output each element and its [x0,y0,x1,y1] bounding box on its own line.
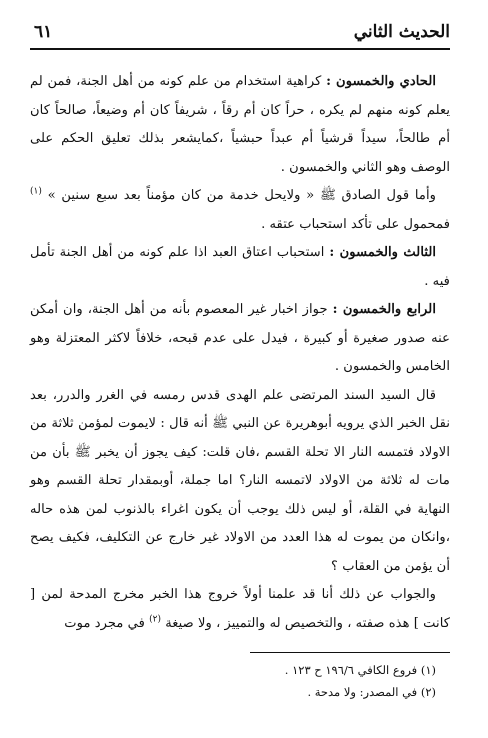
paragraph-text: استحباب اعتاق العبد اذا علم كونه من أهل الجنة تأمل فيه . [30,245,450,289]
paragraph-sadiq-quote [30,182,450,239]
footnote-2: (٢) في المصدر: ولا مدحة . [307,685,436,699]
footnote-divider [250,652,450,653]
footnote-ref-2[interactable]: (٢) [149,614,161,625]
paragraph-murtada [30,382,450,582]
footnotes [30,659,450,703]
running-title: الحديث الثاني [353,22,450,42]
paragraph-text: والجواب عن ذلك أنا قد علمنا أولاً خروج هذا الخبر مخرج المدحة لمن [ كانت ] هذه صفته ، والتخصيص له والتمييز ، ولا صيغة [30,587,450,631]
paragraph-53 [30,239,450,296]
footnote-1: (١) فروع الكافي ١٩٦/٦ ح ١٢٣ . [284,663,436,677]
paragraph-51 [30,68,450,182]
paragraph-answer [30,581,450,638]
paragraph-text: كراهية استخدام من علم كونه من أهل الجنة، فمن لم يعلم كونه منهم لم يكره ، حراً كان أم رقاً ، شريفاً كان أم وضيعاً، صالحاً كان أم طالحاً، سيداً قرشياً أم عبداً حبشياً ،كمايشعر بذلك تعليق الحكم على الوصف وهو الثاني والخمسون . [30,74,450,175]
footnote-ref-1[interactable]: (١) [30,186,42,197]
paragraph-text: وأما قول الصادق ﷺ « ولايحل خدمة من كان مؤمناً بعد سبع سنين » [47,188,436,203]
paragraph-tail: في مجرد موت [64,615,150,631]
paragraph-text: قال السيد السند المرتضى علم الهدى قدس رمسه في الغرر والدرر، بعد نقل الخبر الذي يرويه أبوهريرة عن النبي ﷺ أنه قال : لايموت لمؤمن ثلاثة من الاولاد فتمسه النار الا تحلة القسم ،فان قلت: كيف يجوز أن يخبر ﷺ بأن من مات له ثلاثة من الاولاد لاتمسه النار؟ اما جملة، أوبمقدار تحلة القسم وهو النهاية في القلة، أو ليس ذلك يوجب أن يكون اغراء بالذنوب لمن هذه حاله ،وانكان من يموت له هذا العدد من الاولاد غير خارج عن التكليف، فكيف يصح أن يؤمن من العقاب ؟ [30,387,450,574]
paragraph-54 [30,296,450,382]
paragraph-lead: الرابع والخمسون : [332,302,436,317]
paragraph-lead: الحادي والخمسون : [326,74,436,89]
paragraph-text: جواز اخبار غير المعصوم بأنه من أهل الجنة، وان أمكن عنه صدور صغيرة أو كبيرة ، فيدل على عدم قبحه، خلافاً لاكثر المعتزلة وهو الخامس والخمسون . [30,302,450,374]
page-number: ٦١ [34,22,53,42]
main-text [30,68,450,638]
page-header [30,18,450,50]
paragraph-tail: فمحمول على تأكد استحباب عتقه . [261,216,450,232]
paragraph-lead: الثالث والخمسون : [329,245,436,260]
